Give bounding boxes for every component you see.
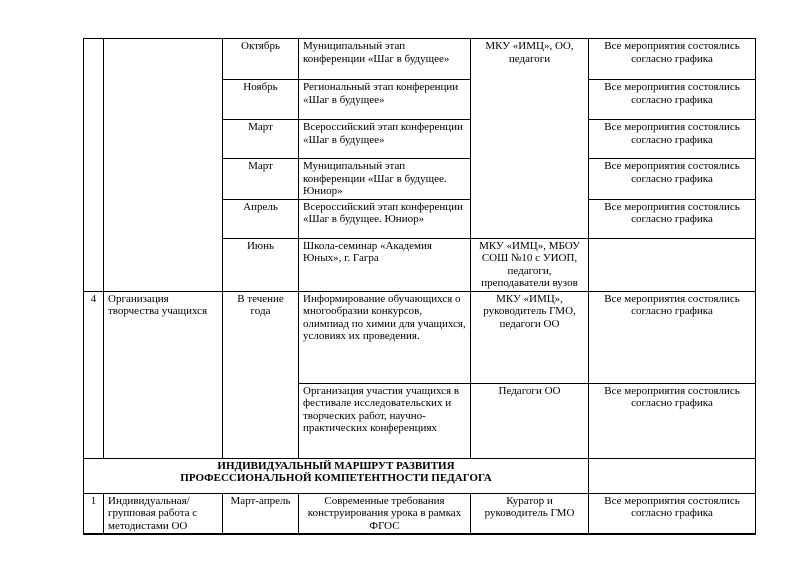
section-header-row [84, 458, 756, 493]
row-number-cell: 4 [84, 291, 104, 458]
event-cell: Муниципальный этап конференции «Шаг в будущее» [299, 39, 471, 80]
period-cell: Октябрь [223, 39, 299, 80]
period-cell: Июнь [223, 238, 299, 291]
period-cell: Март [223, 159, 299, 200]
section-header-line2: ПРОФЕССИОНАЛЬНОЙ КОМПЕТЕНТНОСТИ ПЕДАГОГА [180, 472, 492, 484]
period-cell: Апрель [223, 199, 299, 238]
table-row [84, 291, 756, 383]
responsible-cell: Педагоги ОО [471, 383, 589, 458]
event-cell: Школа-семинар «Академия Юных», г. Гагра [299, 238, 471, 291]
activity-cell: Организация творчества учащихся [104, 291, 223, 458]
section-header-line1: ИНДИВИДУАЛЬНЫЙ МАРШРУТ РАЗВИТИЯ [217, 459, 455, 472]
result-cell: Все мероприятия состоялись согласно графика [589, 159, 756, 200]
responsible-cell: МКУ «ИМЦ», МБОУ СОШ №10 с УИОП, педагоги, преподаватели вузов [471, 238, 589, 291]
period-cell: Ноябрь [223, 80, 299, 120]
carryover-number-cell [84, 39, 104, 292]
result-cell [589, 238, 756, 291]
event-cell: Современные требования конструирования урока в рамках ФГОС [299, 493, 471, 534]
row-number-cell: 1 [84, 493, 104, 534]
event-cell: Всероссийский этап конференции «Шаг в будущее» [299, 120, 471, 159]
period-cell: В течение года [223, 291, 299, 458]
period-cell: Март [223, 120, 299, 159]
event-cell: Информирование обучающихся о многообразии конкурсов, олимпиад по химии для учащихся, условиях их проведения. [299, 291, 471, 383]
result-cell: Все мероприятия состоялись согласно графика [589, 80, 756, 120]
empty-result-cell [589, 458, 756, 493]
responsible-cell: Куратор и руководитель ГМО [471, 493, 589, 534]
result-cell: Все мероприятия состоялись согласно графика [589, 39, 756, 80]
result-cell: Все мероприятия состоялись согласно графика [589, 120, 756, 159]
result-cell: Все мероприятия состоялись согласно графика [589, 199, 756, 238]
activity-cell: Индивидуальная/групповая работа с методистами ОО [104, 493, 223, 534]
activity-plan-table [83, 38, 756, 535]
event-cell: Организация участия учащихся в фестивале исследовательских и творческих работ, научно-практических конференциях [299, 383, 471, 458]
event-cell: Всероссийский этап конференции «Шаг в будущее. Юниор» [299, 199, 471, 238]
result-cell: Все мероприятия состоялись согласно графика [589, 493, 756, 534]
responsible-cell: МКУ «ИМЦ», ОО, педагоги [471, 39, 589, 239]
carryover-activity-cell [104, 39, 223, 292]
table-row [84, 39, 756, 80]
section-header-cell [84, 458, 589, 493]
event-cell: Региональный этап конференции «Шаг в будущее» [299, 80, 471, 120]
result-cell: Все мероприятия состоялись согласно графика [589, 383, 756, 458]
responsible-cell: МКУ «ИМЦ», руководитель ГМО, педагоги ОО [471, 291, 589, 383]
event-cell: Муниципальный этап конференции «Шаг в будущее. Юниор» [299, 159, 471, 200]
result-cell: Все мероприятия состоялись согласно графика [589, 291, 756, 383]
table-row [84, 493, 756, 534]
period-cell: Март-апрель [223, 493, 299, 534]
